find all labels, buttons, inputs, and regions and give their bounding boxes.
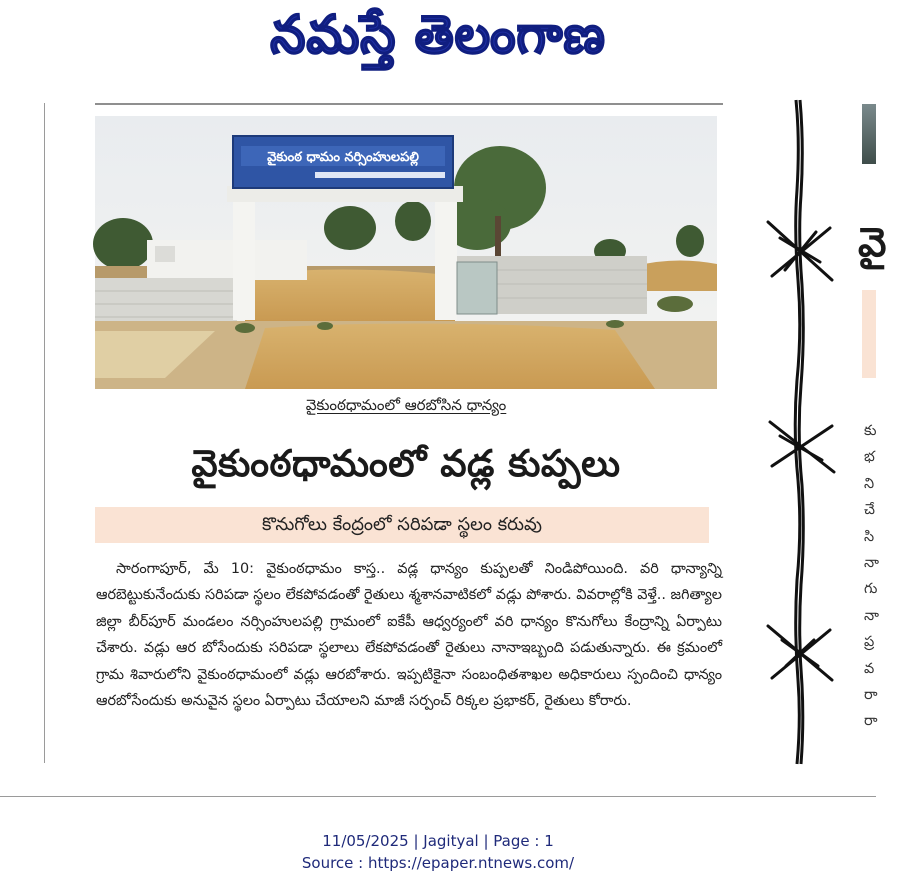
photo-caption [95,396,717,418]
page-footer [0,830,876,874]
article-paragraph: సారంగాపూర్, మే 10: వైకుంఠధామం కాస్త.. వడ్ల ధాన్యం కుప్పలతో నిండిపోయింది. వరి ధాన్యాన్ని ఆరబెట్టుకునేందుకు సరిపడా స్థలం లేకపోవడంతో రైతులు శ్మశానవాటికలో వడ్లు పోశారు. వివరాల్లోకి వెళ్తే.. జగిత్యాల జిల్లా బీర్‌పూర్ మండలం నర్సింహులపల్లి గ్రామంలో ఐకేపీ ఆధ్వర్యంలో వరి ధాన్యం కొనుగోలు కేంద్రాన్ని ఏర్పాటు చేశారు. వడ్లు ఆర బోసేందుకు సరిపడా స్థలాలు లేకపోవడంతో రైతులు నానాఇబ్బంది పడుతున్నారు. ఈ క్రమంలో గ్రామ శివారులోని వైకుంఠధామంలో వడ్లు ఆరబోశారు. ఇప్పటికైనా సంబంధితశాఖల అధికారులు స్పందించి ధాన్యం ఆరబోసేందుకు అనువైన స్థలం ఏర్పాటు చేయాలని మాజీ సర్పంచ్ రిక్కల ప్రభాకర్, రైతులు కోరారు. [96,561,722,710]
left-column-rule [44,103,45,763]
adjacent-line: రా [864,713,878,730]
adjacent-line: భ [864,449,875,466]
adjacent-line: కు [864,423,877,439]
footer-rule [0,796,876,797]
adjacent-line: నా [864,607,879,624]
edition-info: 11/05/2025 | Jagityal | Page : 1 [322,832,554,850]
masthead-title: నమస్తే తెలంగాణ [270,4,606,66]
article-subheading: కొనుగోలు కేంద్రంలో సరిపడా స్థలం కరువు [95,507,709,543]
gate-board-text: వైకుంఠ ధామం నర్సింహులపల్లి [267,150,419,165]
source-link[interactable]: Source : https://epaper.ntnews.com/ [301,854,575,872]
masthead [0,0,876,78]
adjacent-line: రా [864,687,878,704]
adjacent-headline: వై [858,220,887,266]
adjacent-line: నా [864,555,879,572]
barbed-wire-divider-icon [760,100,840,764]
adjacent-line: ప్ర [864,634,875,651]
article-top-rule [95,103,723,105]
adjacent-line: చే [864,502,875,519]
article-headline: వైకుంఠధామంలో వడ్ల కుప్పలు [191,442,621,485]
photo-caption-text: వైకుంఠధామంలో ఆరబోసిన ధాన్యం [305,396,507,414]
adjacent-subhead-box [862,290,876,378]
article-body [96,556,722,714]
adjacent-line: సి [864,528,875,545]
adjacent-line: ని [864,475,875,492]
adjacent-photo [862,104,876,164]
adjacent-text [864,418,904,735]
adjacent-article-fragment [858,100,887,780]
article-photo [95,116,717,389]
adjacent-line: గు [864,581,878,598]
adjacent-line: వ [864,660,875,677]
